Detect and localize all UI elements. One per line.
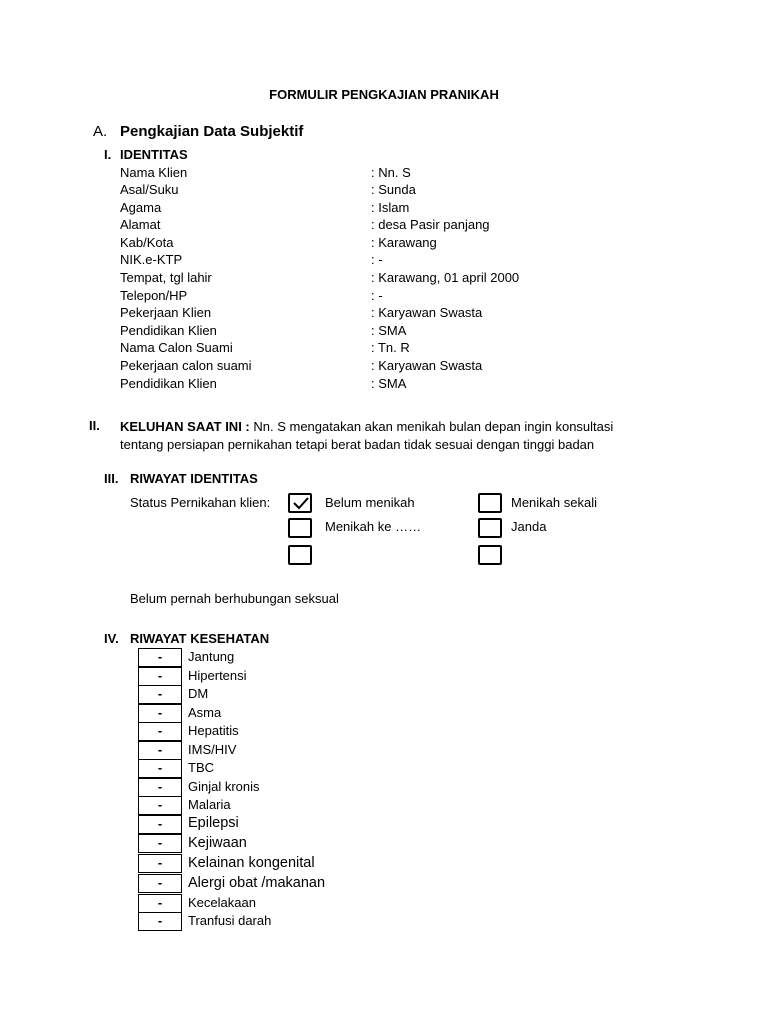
blank-checkbox-right[interactable] [478,545,502,565]
keluhan-line1 [120,418,613,436]
health-item-label: Kejiwaan [188,835,247,851]
identitas-value: : SMA [371,323,407,338]
janda-checkbox[interactable] [478,518,502,538]
health-item-label: DM [188,686,209,701]
health-item-label: Epilepsi [188,815,239,831]
riwayat-identitas-heading: RIWAYAT IDENTITAS [130,471,258,486]
identitas-label: Nama Calon Suami [120,340,233,355]
health-mark: - [138,894,182,913]
riwayat-identitas-note: Belum pernah berhubungan seksual [130,591,339,606]
identitas-value: : Sunda [371,182,416,197]
health-item-label: Kelainan kongenital [188,855,315,871]
health-item-label: Hipertensi [188,668,247,683]
menikah-ke-checkbox[interactable] [288,518,312,538]
identitas-label: Pekerjaan Klien [120,305,212,320]
identitas-label: Telepon/HP [120,288,188,303]
section-a-title: Pengkajian Data Subjektif [120,123,304,140]
keluhan-heading: KELUHAN SAAT INI : [120,419,250,434]
janda-label: Janda [511,519,547,534]
identitas-value: : Islam [371,200,410,215]
identitas-label: Agama [120,200,162,215]
identitas-label: Pendidikan Klien [120,376,217,391]
identitas-label: NIK.e-KTP [120,252,183,267]
health-mark: - [138,778,182,797]
identitas-value: : - [371,288,383,303]
health-item-label: Ginjal kronis [188,779,260,794]
identitas-label: Alamat [120,217,161,232]
identitas-value: : Nn. S [371,165,411,180]
health-mark: - [138,648,182,667]
identitas-numeral: I. [104,147,112,162]
identitas-label: Pendidikan Klien [120,323,217,338]
check-icon [292,496,310,510]
identitas-value: : Karyawan Swasta [371,305,483,320]
form-title: FORMULIR PENGKAJIAN PRANIKAH [269,87,499,102]
belum-menikah-checkbox[interactable] [288,493,312,513]
health-mark: - [138,912,182,931]
health-mark: - [138,704,182,723]
identitas-value: : Karawang [371,235,437,250]
identitas-value: : Karyawan Swasta [371,358,483,373]
health-item-label: Hepatitis [188,723,239,738]
identitas-value: : Tn. R [371,340,410,355]
identitas-value: : - [371,252,383,267]
belum-menikah-label: Belum menikah [325,495,415,510]
menikah-sekali-checkbox[interactable] [478,493,502,513]
health-item-label: Tranfusi darah [188,913,272,928]
status-pernikahan-label: Status Pernikahan klien: [130,495,271,510]
keluhan-line2: tentang persiapan pernikahan tetapi berat badan tidak sesuai dengan tinggi badan [120,437,595,452]
menikah-ke-label: Menikah ke …… [325,519,422,534]
identitas-label: Pekerjaan calon suami [120,358,252,373]
health-mark: - [138,796,182,815]
riwayat-identitas-numeral: III. [104,471,119,486]
health-item-label: Malaria [188,797,231,812]
riwayat-kesehatan-numeral: IV. [104,631,119,646]
health-mark: - [138,874,182,893]
blank-checkbox-left[interactable] [288,545,312,565]
identitas-value: : desa Pasir panjang [371,217,490,232]
health-item-label: TBC [188,760,214,775]
health-item-label: Asma [188,705,222,720]
menikah-sekali-label: Menikah sekali [511,495,597,510]
health-mark: - [138,685,182,704]
health-mark: - [138,741,182,760]
health-item-label: Alergi obat /makanan [188,875,326,891]
health-mark: - [138,759,182,778]
keluhan-text: Nn. S mengatakan akan menikah bulan depan ingin konsultasi [249,419,614,434]
identitas-value: : Karawang, 01 april 2000 [371,270,520,285]
identitas-label: Nama Klien [120,165,188,180]
identitas-value: : SMA [371,376,407,391]
identitas-heading: IDENTITAS [120,147,188,162]
health-mark: - [138,854,182,873]
section-a-letter: A. [93,123,108,140]
riwayat-kesehatan-heading: RIWAYAT KESEHATAN [130,631,270,646]
health-mark: - [138,815,182,834]
identitas-label: Asal/Suku [120,182,179,197]
health-item-label: Jantung [188,649,235,664]
health-item-label: Kecelakaan [188,895,256,910]
identitas-label: Tempat, tgl lahir [120,270,212,285]
health-mark: - [138,722,182,741]
health-mark: - [138,834,182,853]
identitas-label: Kab/Kota [120,235,174,250]
keluhan-numeral: II. [89,418,100,433]
health-item-label: IMS/HIV [188,742,237,757]
health-mark: - [138,667,182,686]
